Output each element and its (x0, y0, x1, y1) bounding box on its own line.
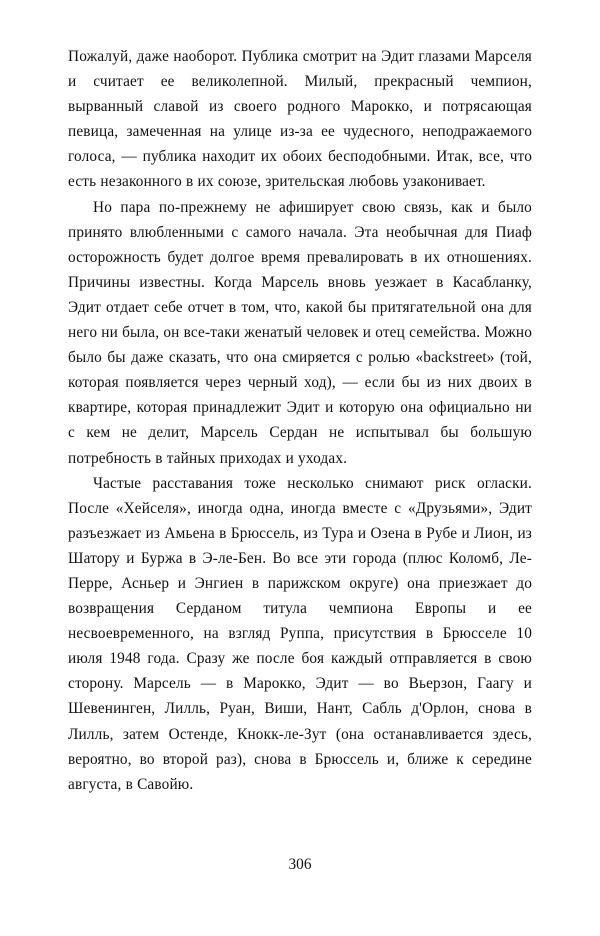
paragraph: Но пара по-прежнему не афиширует свою связь, как и было принято влюбленными с самого начала. Эта необычная для Пиаф осторожность будет долгое время превалировать в их отношениях. Причины известны. Когда Марсель вновь уезжает в Касабланку, Эдит отдает себе отчет в том, что, какой бы притягательной она для него ни была, он все-таки женатый человек и отец семейства. Можно было бы даже сказать, что она смиряется с ролью «backstreet» (той, которая появляется через черный ход), — если бы из них двоих в квартире, которая принадлежит Эдит и которую она официально ни с кем не делит, Марсель Сердан не испытывал бы большую потребность в тайных приходах и уходах. (68, 198, 532, 467)
paragraph: Частые расставания тоже несколько снимают риск огласки. После «Хейселя», иногда одна, иногда вместе с «Друзьями», Эдит разъезжает из Амьена в Брюссель, из Тура и Озена в Рубе и Лион, из Шатору и Буржа в Э-ле-Бен. Во все эти города (плюс Коломб, Ле-Перре, Асньер и Энгиен в парижском округе) она приезжает до возвращения Серданом титула чемпиона Европы и ее несвоевременного, на взгляд Руппа, присутствия в Брюсселе 10 июля 1948 года. Сразу же после боя каждый отправляется в свою сторону. Марсель — в Марокко, Эдит — во Вьерзон, Гаагу и Шевенинген, Лилль, Руан, Виши, Нант, Сабль д'Орлон, снова в Лилль, затем Остенде, Кнокк-ле-Зут (она останавливается здесь, вероятно, во второй раз), снова в Брюссель и, ближе к середине августа, в Савойю. (68, 474, 532, 793)
page-number: 306 (288, 856, 312, 873)
paragraph: Пожалуй, даже наоборот. Публика смотрит на Эдит глазами Марселя и считает ее великолепной. Милый, прекрасный чемпион, вырванный славой из своего родного Марокко, и потрясающая певица, замеченная на улице из-за ее чудесного, неподражаемого голоса, — публика находит их обоих бесподобными. Итак, все, что есть незаконного в их союзе, зрительская любовь узаконивает. (68, 48, 532, 191)
page-body (68, 44, 532, 797)
